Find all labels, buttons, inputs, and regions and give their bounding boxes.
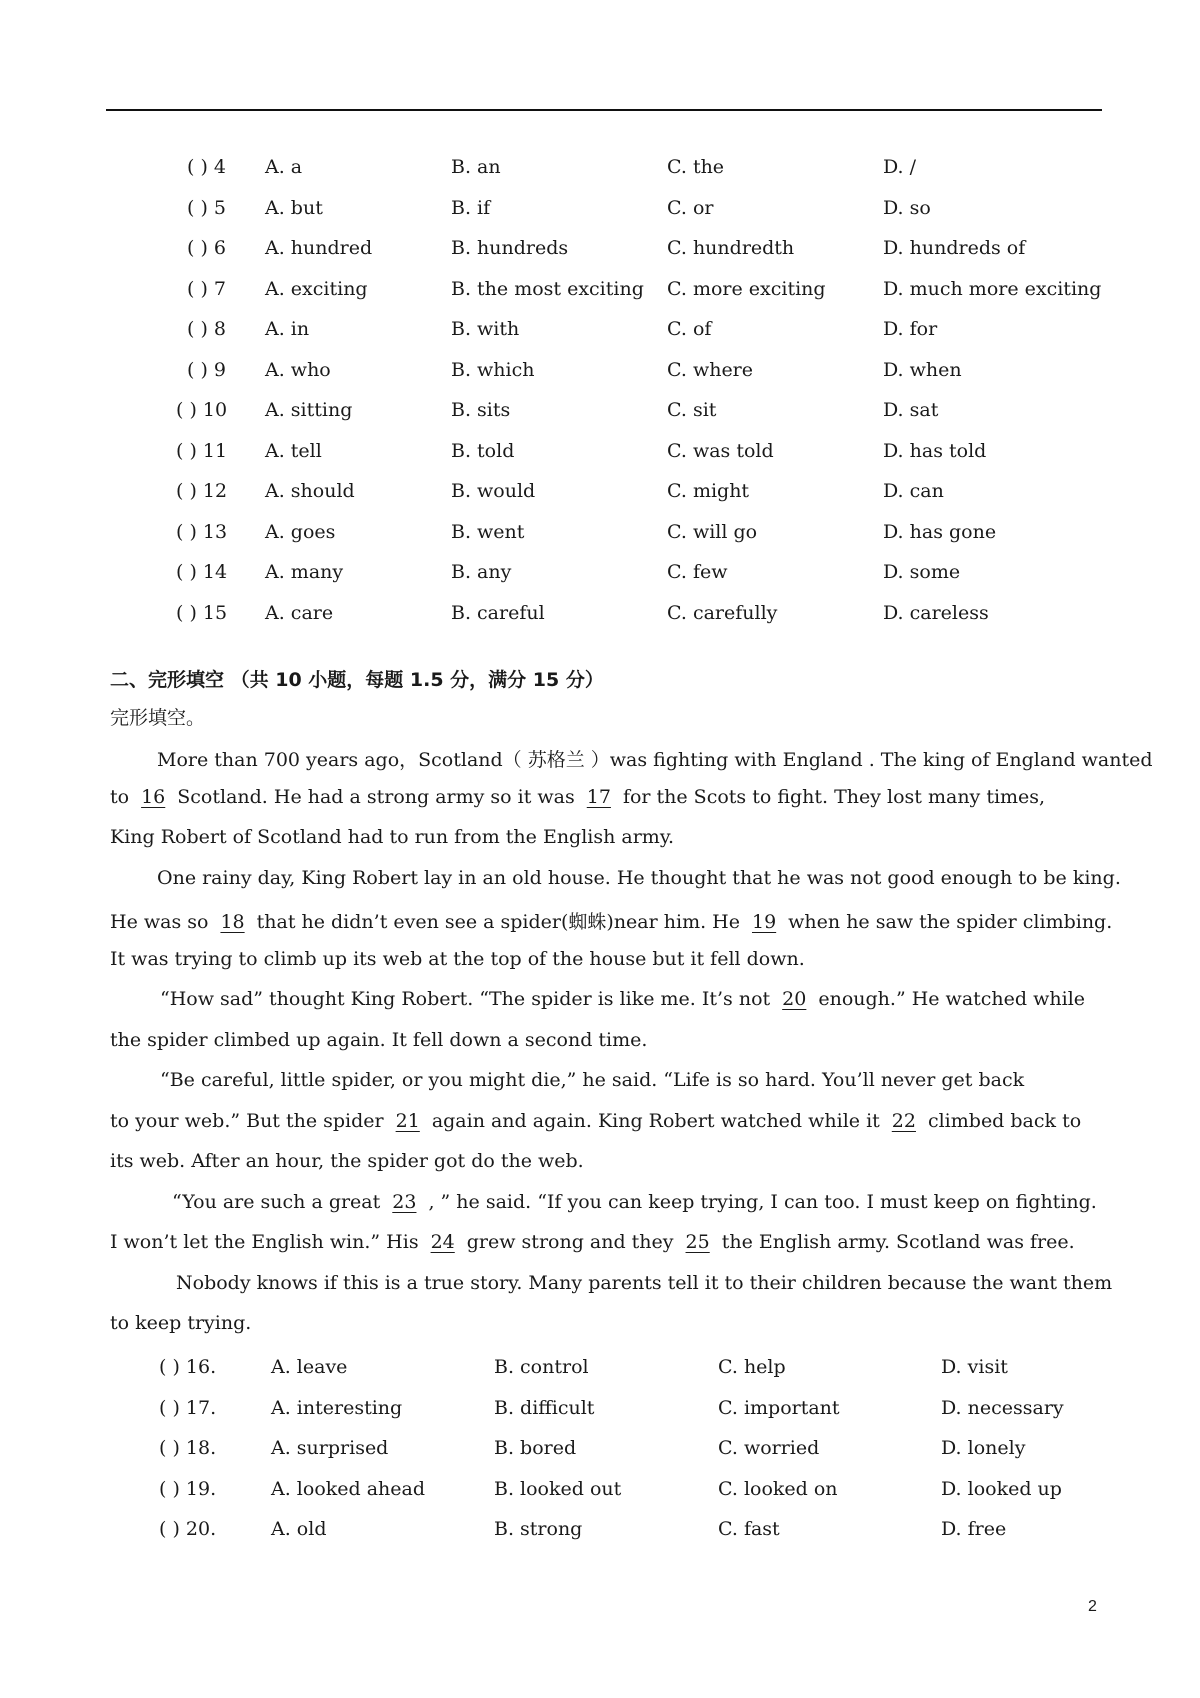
passage-text: I won’t let the English win.” His xyxy=(110,1231,419,1253)
option-a: A. surprised xyxy=(271,1437,389,1459)
option-b: B. which xyxy=(451,359,535,381)
option-a: A. in xyxy=(265,318,310,340)
blank-17: 17 xyxy=(586,786,611,808)
question-number: ( ) 5 xyxy=(187,197,226,219)
option-b: B. bored xyxy=(494,1437,577,1459)
option-c: C. of xyxy=(667,318,712,340)
blank-18: 18 xyxy=(220,911,245,933)
option-b: B. went xyxy=(451,521,525,543)
passage-line xyxy=(110,1110,1081,1132)
option-d: D. / xyxy=(883,156,917,178)
mcq-row xyxy=(0,517,1200,547)
passage-text: for the Scots to fight. They lost many times, xyxy=(622,786,1046,808)
question-number: ( ) 19. xyxy=(159,1478,217,1500)
passage-text: He was so xyxy=(110,911,209,933)
option-b: B. if xyxy=(451,197,491,219)
option-b: B. looked out xyxy=(494,1478,622,1500)
option-d: D. careless xyxy=(883,602,989,624)
question-number: ( ) 16. xyxy=(159,1356,217,1378)
option-b: B. control xyxy=(494,1356,589,1378)
passage-line: Nobody knows if this is a true story. Many parents tell it to their children because the want them xyxy=(176,1272,1113,1294)
mcq-row xyxy=(0,557,1200,587)
option-b: B. would xyxy=(451,480,536,502)
mcq-row xyxy=(0,395,1200,425)
option-d: D. hundreds of xyxy=(883,237,1026,259)
passage-text: when he saw the spider climbing. xyxy=(788,911,1113,933)
option-c: C. was told xyxy=(667,440,774,462)
option-b: B. with xyxy=(451,318,520,340)
option-b: B. strong xyxy=(494,1518,583,1540)
option-a: A. leave xyxy=(271,1356,348,1378)
option-b: B. any xyxy=(451,561,512,583)
option-d: D. visit xyxy=(941,1356,1008,1378)
option-a: A. many xyxy=(265,561,344,583)
option-c: C. worried xyxy=(718,1437,820,1459)
blank-22: 22 xyxy=(891,1110,916,1132)
option-d: D. can xyxy=(883,480,944,502)
question-number: ( ) 15 xyxy=(176,602,228,624)
passage-text: that he didn’t even see a spider(蜘蛛)near him. He xyxy=(256,911,740,933)
passage-line: It was trying to climb up its web at the top of the house but it fell down. xyxy=(110,948,805,970)
option-c: C. where xyxy=(667,359,754,381)
option-d: D. sat xyxy=(883,399,939,421)
mcq-row xyxy=(0,1393,1200,1423)
option-a: A. interesting xyxy=(271,1397,403,1419)
mcq-row xyxy=(0,598,1200,628)
option-a: A. a xyxy=(265,156,303,178)
option-d: D. some xyxy=(883,561,961,583)
mcq-row xyxy=(0,233,1200,263)
option-a: A. sitting xyxy=(265,399,353,421)
option-c: C. help xyxy=(718,1356,786,1378)
blank-20: 20 xyxy=(782,988,807,1010)
option-c: C. more exciting xyxy=(667,278,826,300)
passage-line: One rainy day, King Robert lay in an old house. He thought that he was not good enough to be king. xyxy=(157,867,1121,889)
option-d: D. looked up xyxy=(941,1478,1062,1500)
option-c: C. important xyxy=(718,1397,840,1419)
passage-text: to xyxy=(110,786,130,808)
option-a: A. care xyxy=(265,602,334,624)
option-d: D. has gone xyxy=(883,521,997,543)
passage-text: again and again. King Robert watched while it xyxy=(431,1110,880,1132)
passage-text: “You are such a great xyxy=(172,1191,381,1213)
question-number: ( ) 11 xyxy=(176,440,228,462)
passage-line xyxy=(160,988,1085,1010)
question-number: ( ) 9 xyxy=(187,359,226,381)
passage-line: “Be careful, little spider, or you might die,” he said. “Life is so hard. You’ll never get back xyxy=(160,1069,1025,1091)
question-number: ( ) 4 xyxy=(187,156,226,178)
passage-line xyxy=(110,1231,1075,1253)
question-number: ( ) 7 xyxy=(187,278,226,300)
passage-text: to your web.” But the spider xyxy=(110,1110,384,1132)
option-b: B. hundreds xyxy=(451,237,569,259)
option-b: B. difficult xyxy=(494,1397,595,1419)
option-d: D. when xyxy=(883,359,962,381)
blank-16: 16 xyxy=(141,786,166,808)
option-c: C. or xyxy=(667,197,714,219)
section-title: 二、完形填空 （共 10 小题，每题 1.5 分，满分 15 分） xyxy=(110,669,604,691)
option-b: B. the most exciting xyxy=(451,278,644,300)
passage-line: More than 700 years ago，Scotland（ 苏格兰 ）was fighting with England . The king of England wanted xyxy=(157,749,1153,771)
blank-23: 23 xyxy=(392,1191,417,1213)
mcq-row xyxy=(0,1433,1200,1463)
option-d: D. for xyxy=(883,318,938,340)
option-a: A. looked ahead xyxy=(271,1478,426,1500)
option-c: C. might xyxy=(667,480,750,502)
option-a: A. old xyxy=(271,1518,327,1540)
question-number: ( ) 20. xyxy=(159,1518,217,1540)
mcq-row xyxy=(0,436,1200,466)
passage-line xyxy=(172,1191,1097,1213)
question-number: ( ) 18. xyxy=(159,1437,217,1459)
question-number: ( ) 12 xyxy=(176,480,228,502)
mcq-row xyxy=(0,355,1200,385)
option-a: A. should xyxy=(265,480,355,502)
passage-text: enough.” He watched while xyxy=(818,988,1086,1010)
option-a: A. but xyxy=(265,197,323,219)
question-number: ( ) 8 xyxy=(187,318,226,340)
header-rule xyxy=(106,109,1102,111)
option-c: C. will go xyxy=(667,521,758,543)
question-number: ( ) 17. xyxy=(159,1397,217,1419)
option-b: B. careful xyxy=(451,602,545,624)
option-d: D. so xyxy=(883,197,931,219)
option-a: A. exciting xyxy=(265,278,368,300)
option-b: B. sits xyxy=(451,399,511,421)
option-c: C. sit xyxy=(667,399,717,421)
mcq-row xyxy=(0,1352,1200,1382)
passage-line: to keep trying. xyxy=(110,1312,252,1334)
mcq-row xyxy=(0,193,1200,223)
option-c: C. hundredth xyxy=(667,237,795,259)
passage-line: King Robert of Scotland had to run from the English army. xyxy=(110,826,675,848)
option-c: C. looked on xyxy=(718,1478,838,1500)
mcq-row xyxy=(0,1514,1200,1544)
passage-text: grew strong and they xyxy=(466,1231,674,1253)
option-c: C. the xyxy=(667,156,725,178)
passage-text: the English army. Scotland was free. xyxy=(721,1231,1075,1253)
option-b: B. an xyxy=(451,156,501,178)
page-number: 2 xyxy=(1088,1598,1097,1615)
passage-text: “How sad” thought King Robert. “The spider is like me. It’s not xyxy=(160,988,771,1010)
question-number: ( ) 14 xyxy=(176,561,228,583)
question-number: ( ) 10 xyxy=(176,399,228,421)
option-c: C. few xyxy=(667,561,728,583)
blank-19: 19 xyxy=(751,911,777,933)
option-d: D. has told xyxy=(883,440,987,462)
blank-21: 21 xyxy=(395,1110,420,1132)
section-instruction: 完形填空。 xyxy=(110,707,206,729)
mcq-row xyxy=(0,314,1200,344)
passage-text: , ” he said. “If you can keep trying, I can too. I must keep on fighting. xyxy=(428,1191,1097,1213)
option-c: C. carefully xyxy=(667,602,778,624)
option-d: D. lonely xyxy=(941,1437,1026,1459)
passage-line xyxy=(110,786,1045,808)
passage-text: climbed back to xyxy=(927,1110,1082,1132)
option-d: D. free xyxy=(941,1518,1007,1540)
passage-line: the spider climbed up again. It fell down a second time. xyxy=(110,1029,648,1051)
option-a: A. who xyxy=(265,359,331,381)
mcq-row xyxy=(0,1474,1200,1504)
option-a: A. hundred xyxy=(265,237,373,259)
option-d: D. necessary xyxy=(941,1397,1064,1419)
option-d: D. much more exciting xyxy=(883,278,1102,300)
blank-25: 25 xyxy=(685,1231,710,1253)
mcq-row xyxy=(0,476,1200,506)
passage-line: its web. After an hour, the spider got do the web. xyxy=(110,1150,584,1172)
option-a: A. goes xyxy=(265,521,336,543)
question-number: ( ) 6 xyxy=(187,237,226,259)
mcq-row xyxy=(0,152,1200,182)
option-b: B. told xyxy=(451,440,515,462)
passage-line xyxy=(110,907,1112,934)
mcq-row xyxy=(0,274,1200,304)
blank-24: 24 xyxy=(430,1231,455,1253)
question-number: ( ) 13 xyxy=(176,521,228,543)
passage-text: Scotland. He had a strong army so it was xyxy=(177,786,575,808)
option-c: C. fast xyxy=(718,1518,780,1540)
option-a: A. tell xyxy=(265,440,322,462)
